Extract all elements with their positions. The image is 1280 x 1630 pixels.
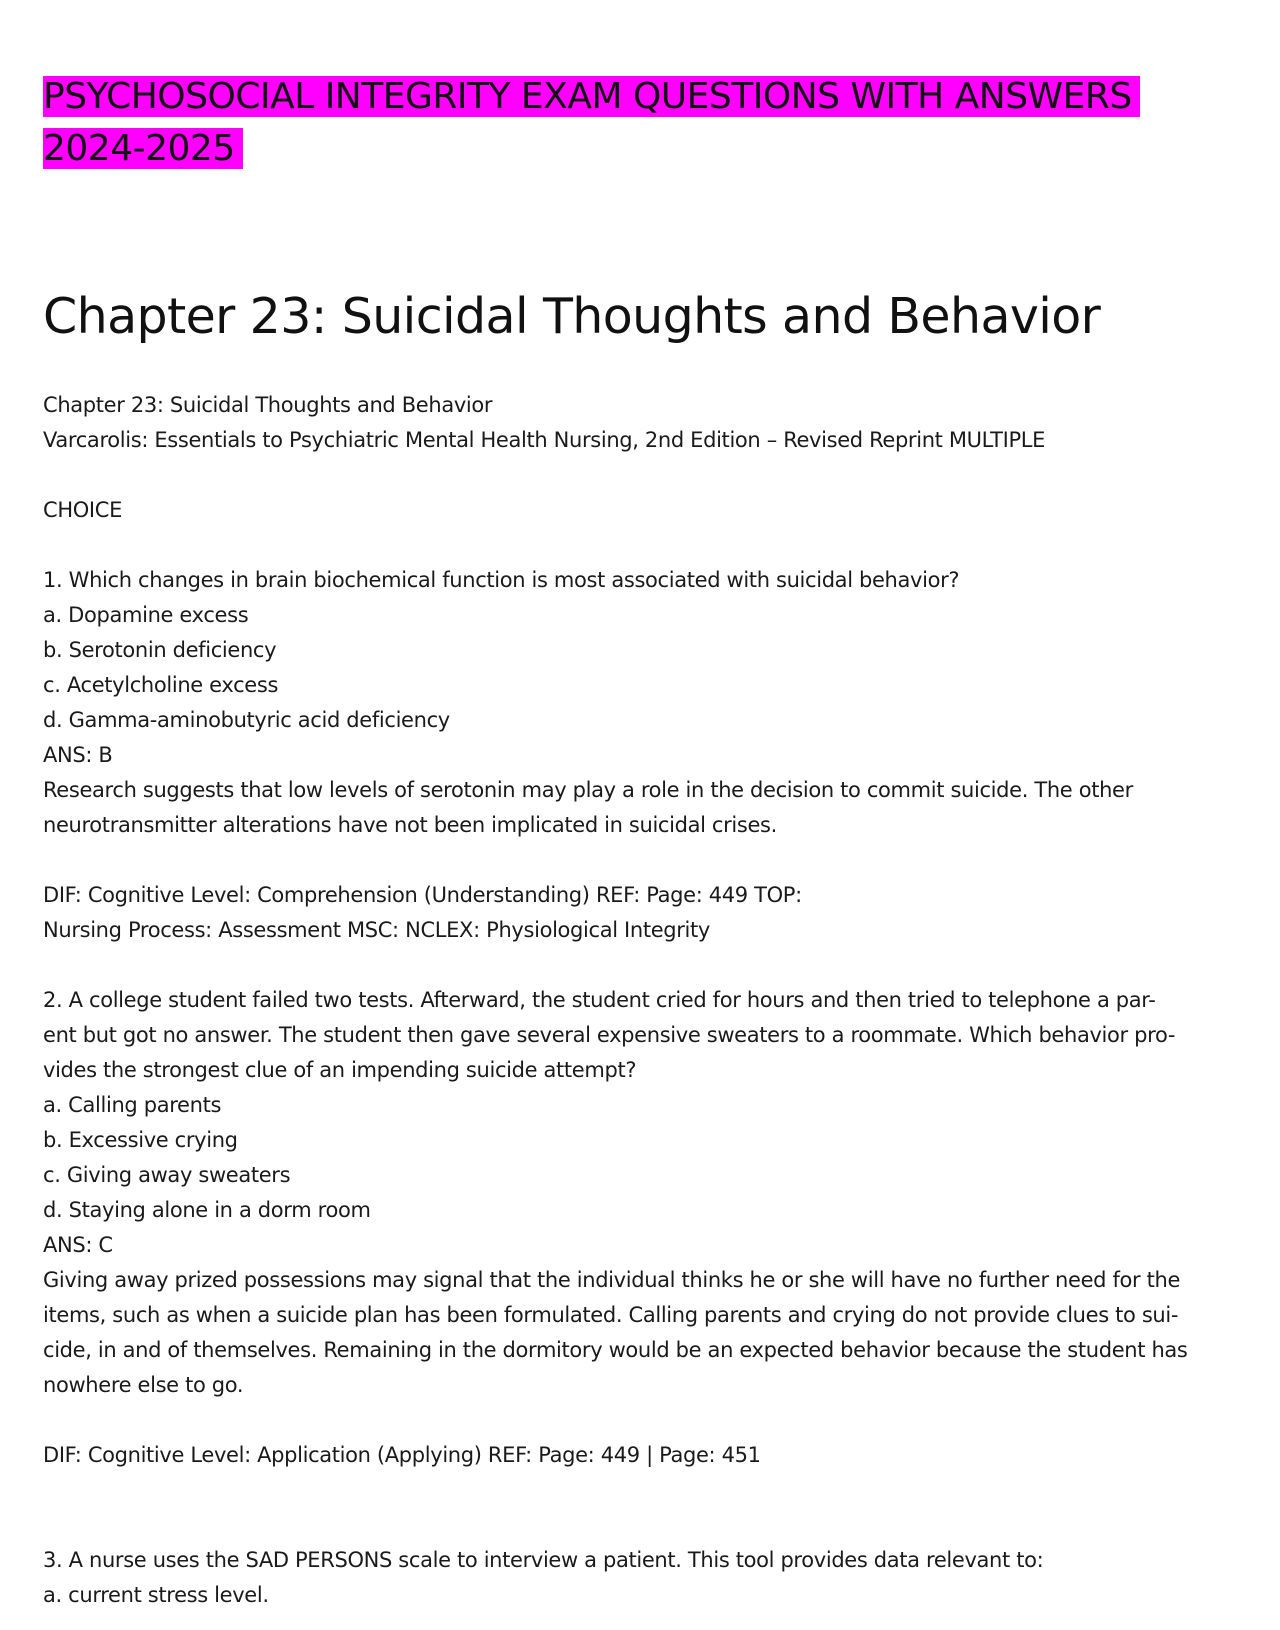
intro-source-line: Varcarolis: Essentials to Psychiatric Mental Health Nursing, 2nd Edition – Revised Reprint MULTIPLE [43,428,1046,452]
answer-key: ANS: C [43,1233,113,1257]
answer-option: a. current stress level. [43,1583,269,1607]
question-stem: 1. Which changes in brain biochemical function is most associated with suicidal behavior? [43,568,960,592]
question-stem: ent but got no answer. The student then gave several expensive sweaters to a roommate. Which behavior pro- [43,1023,1176,1047]
rationale-line: Giving away prized possessions may signal that the individual thinks he or she will have no further need for the [43,1268,1181,1292]
question-meta: Nursing Process: Assessment MSC: NCLEX: Physiological Integrity [43,918,711,942]
question-stem: vides the strongest clue of an impending suicide attempt? [43,1058,637,1082]
rationale-line: items, such as when a suicide plan has been formulated. Calling parents and crying do not provide clues to sui- [43,1303,1179,1327]
answer-option: c. Acetylcholine excess [43,673,279,697]
answer-option: a. Calling parents [43,1093,222,1117]
question-meta: DIF: Cognitive Level: Application (Applying) REF: Page: 449 | Page: 451 [43,1443,761,1467]
rationale-line: Research suggests that low levels of serotonin may play a role in the decision to commit suicide. The other [43,778,1133,802]
chapter-heading: Chapter 23: Suicidal Thoughts and Behavior [43,288,1101,345]
intro-choice-line: CHOICE [43,498,123,522]
document-title [43,71,1140,175]
title-line-2: 2024-2025 [43,128,243,169]
title-line-1: PSYCHOSOCIAL INTEGRITY EXAM QUESTIONS WITH ANSWERS [43,76,1140,117]
answer-option: c. Giving away sweaters [43,1163,291,1187]
answer-option: d. Staying alone in a dorm room [43,1198,371,1222]
question-meta: DIF: Cognitive Level: Comprehension (Understanding) REF: Page: 449 TOP: [43,883,802,907]
rationale-line: cide, in and of themselves. Remaining in the dormitory would be an expected behavior because the student has [43,1338,1188,1362]
question-3 [43,1543,1253,1613]
answer-option: b. Excessive crying [43,1128,238,1152]
answer-key: ANS: B [43,743,113,767]
question-2 [43,983,1253,1473]
rationale-line: nowhere else to go. [43,1373,244,1397]
question-stem: 2. A college student failed two tests. Afterward, the student cried for hours and then tried to telephone a par- [43,988,1156,1012]
answer-option: a. Dopamine excess [43,603,249,627]
question-1 [43,563,1253,948]
answer-option: b. Serotonin deficiency [43,638,277,662]
question-stem: 3. A nurse uses the SAD PERSONS scale to interview a patient. This tool provides data relevant to: [43,1548,1044,1572]
document-body [43,388,1253,1613]
answer-option: d. Gamma-aminobutyric acid deficiency [43,708,450,732]
rationale-line: neurotransmitter alterations have not been implicated in suicidal crises. [43,813,777,837]
intro-chapter-line: Chapter 23: Suicidal Thoughts and Behavior [43,393,493,417]
